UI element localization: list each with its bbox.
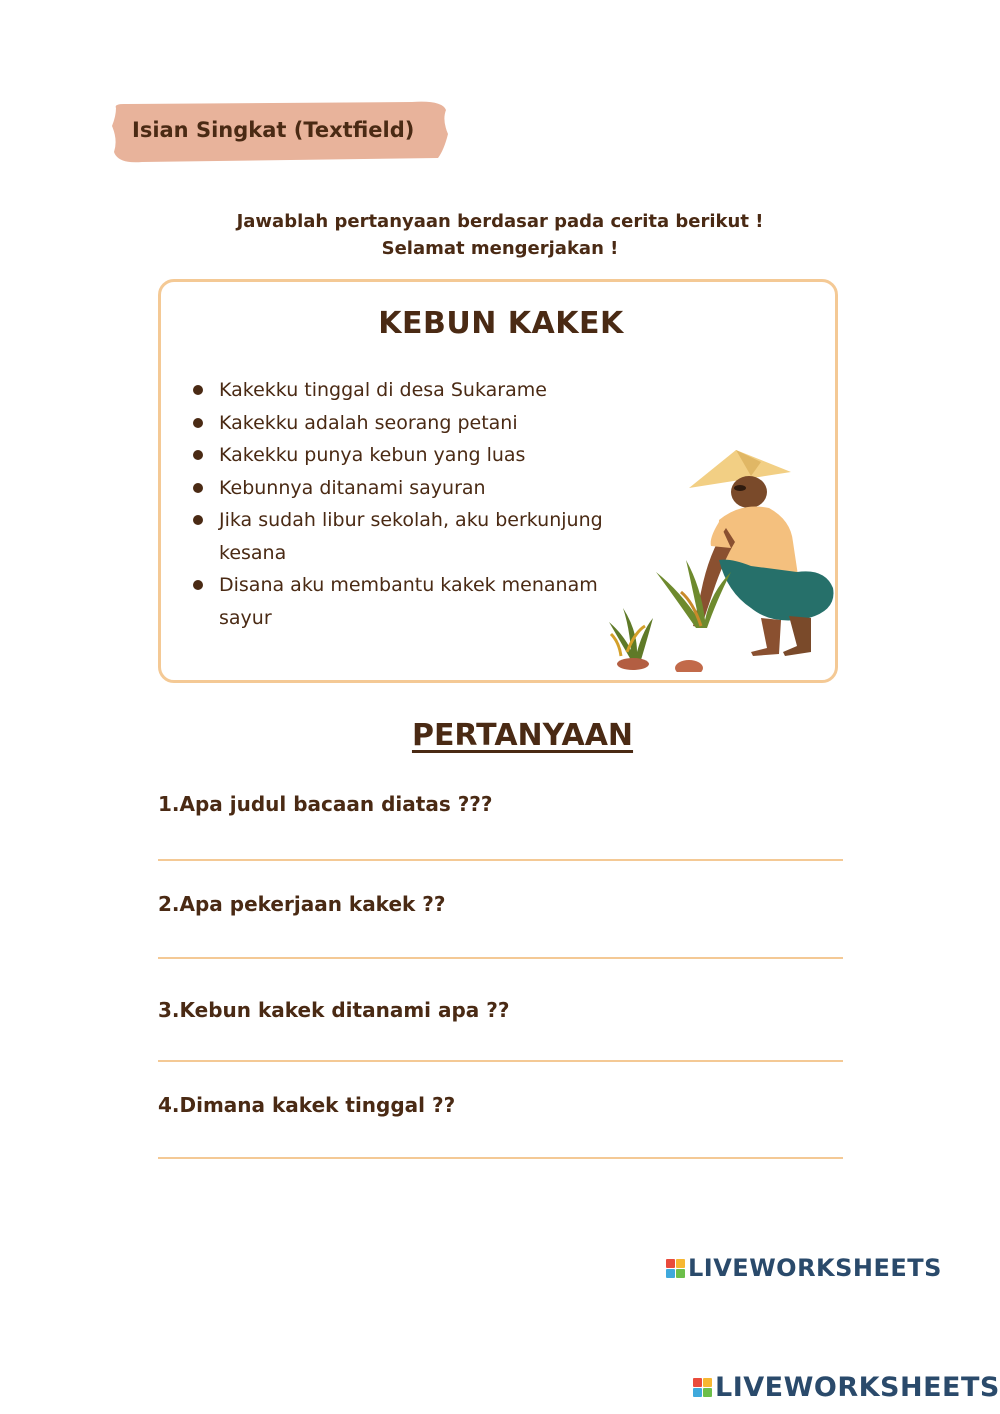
answer-field-4[interactable] (158, 1157, 843, 1159)
farmer-planting-icon (601, 442, 836, 672)
story-item: Kakekku adalah seorang petani (191, 407, 611, 440)
story-title: KEBUN KAKEK (378, 306, 624, 341)
liveworksheets-wordmark: LIVEWORKSHEETS (688, 1254, 942, 1282)
story-item: Kakekku punya kebun yang luas (191, 439, 611, 472)
story-item: Kakekku tinggal di desa Sukarame (191, 374, 611, 407)
question-4: 4.Dimana kakek tinggal ?? (158, 1093, 456, 1117)
story-item: Disana aku membantu kakek menanam sayur (191, 569, 611, 634)
questions-title: PERTANYAAN (411, 718, 634, 753)
story-item: Kebunnya ditanami sayuran (191, 472, 611, 505)
answer-field-2[interactable] (158, 957, 843, 959)
liveworksheets-wordmark: LIVEWORKSHEETS (715, 1372, 1000, 1403)
liveworksheets-mark-icon (666, 1259, 685, 1278)
liveworksheets-logo-corner (693, 1372, 1000, 1403)
story-box (158, 279, 838, 683)
answer-field-1[interactable] (158, 859, 843, 861)
section-tag-label: Isian Singkat (Textfield) (132, 118, 415, 142)
instruction-text: Jawablah pertanyaan berdasar pada cerita berikut ! Selamat mengerjakan ! (236, 211, 764, 259)
story-item: Jika sudah libur sekolah, aku berkunjung kesana (191, 504, 611, 569)
answer-field-3[interactable] (158, 1060, 843, 1062)
liveworksheets-mark-icon (693, 1378, 712, 1397)
question-1: 1.Apa judul bacaan diatas ??? (158, 792, 493, 816)
liveworksheets-logo-inline (666, 1254, 942, 1282)
question-2: 2.Apa pekerjaan kakek ?? (158, 892, 446, 916)
question-3: 3.Kebun kakek ditanami apa ?? (158, 998, 510, 1022)
section-tag (112, 100, 448, 164)
story-list (191, 374, 611, 634)
